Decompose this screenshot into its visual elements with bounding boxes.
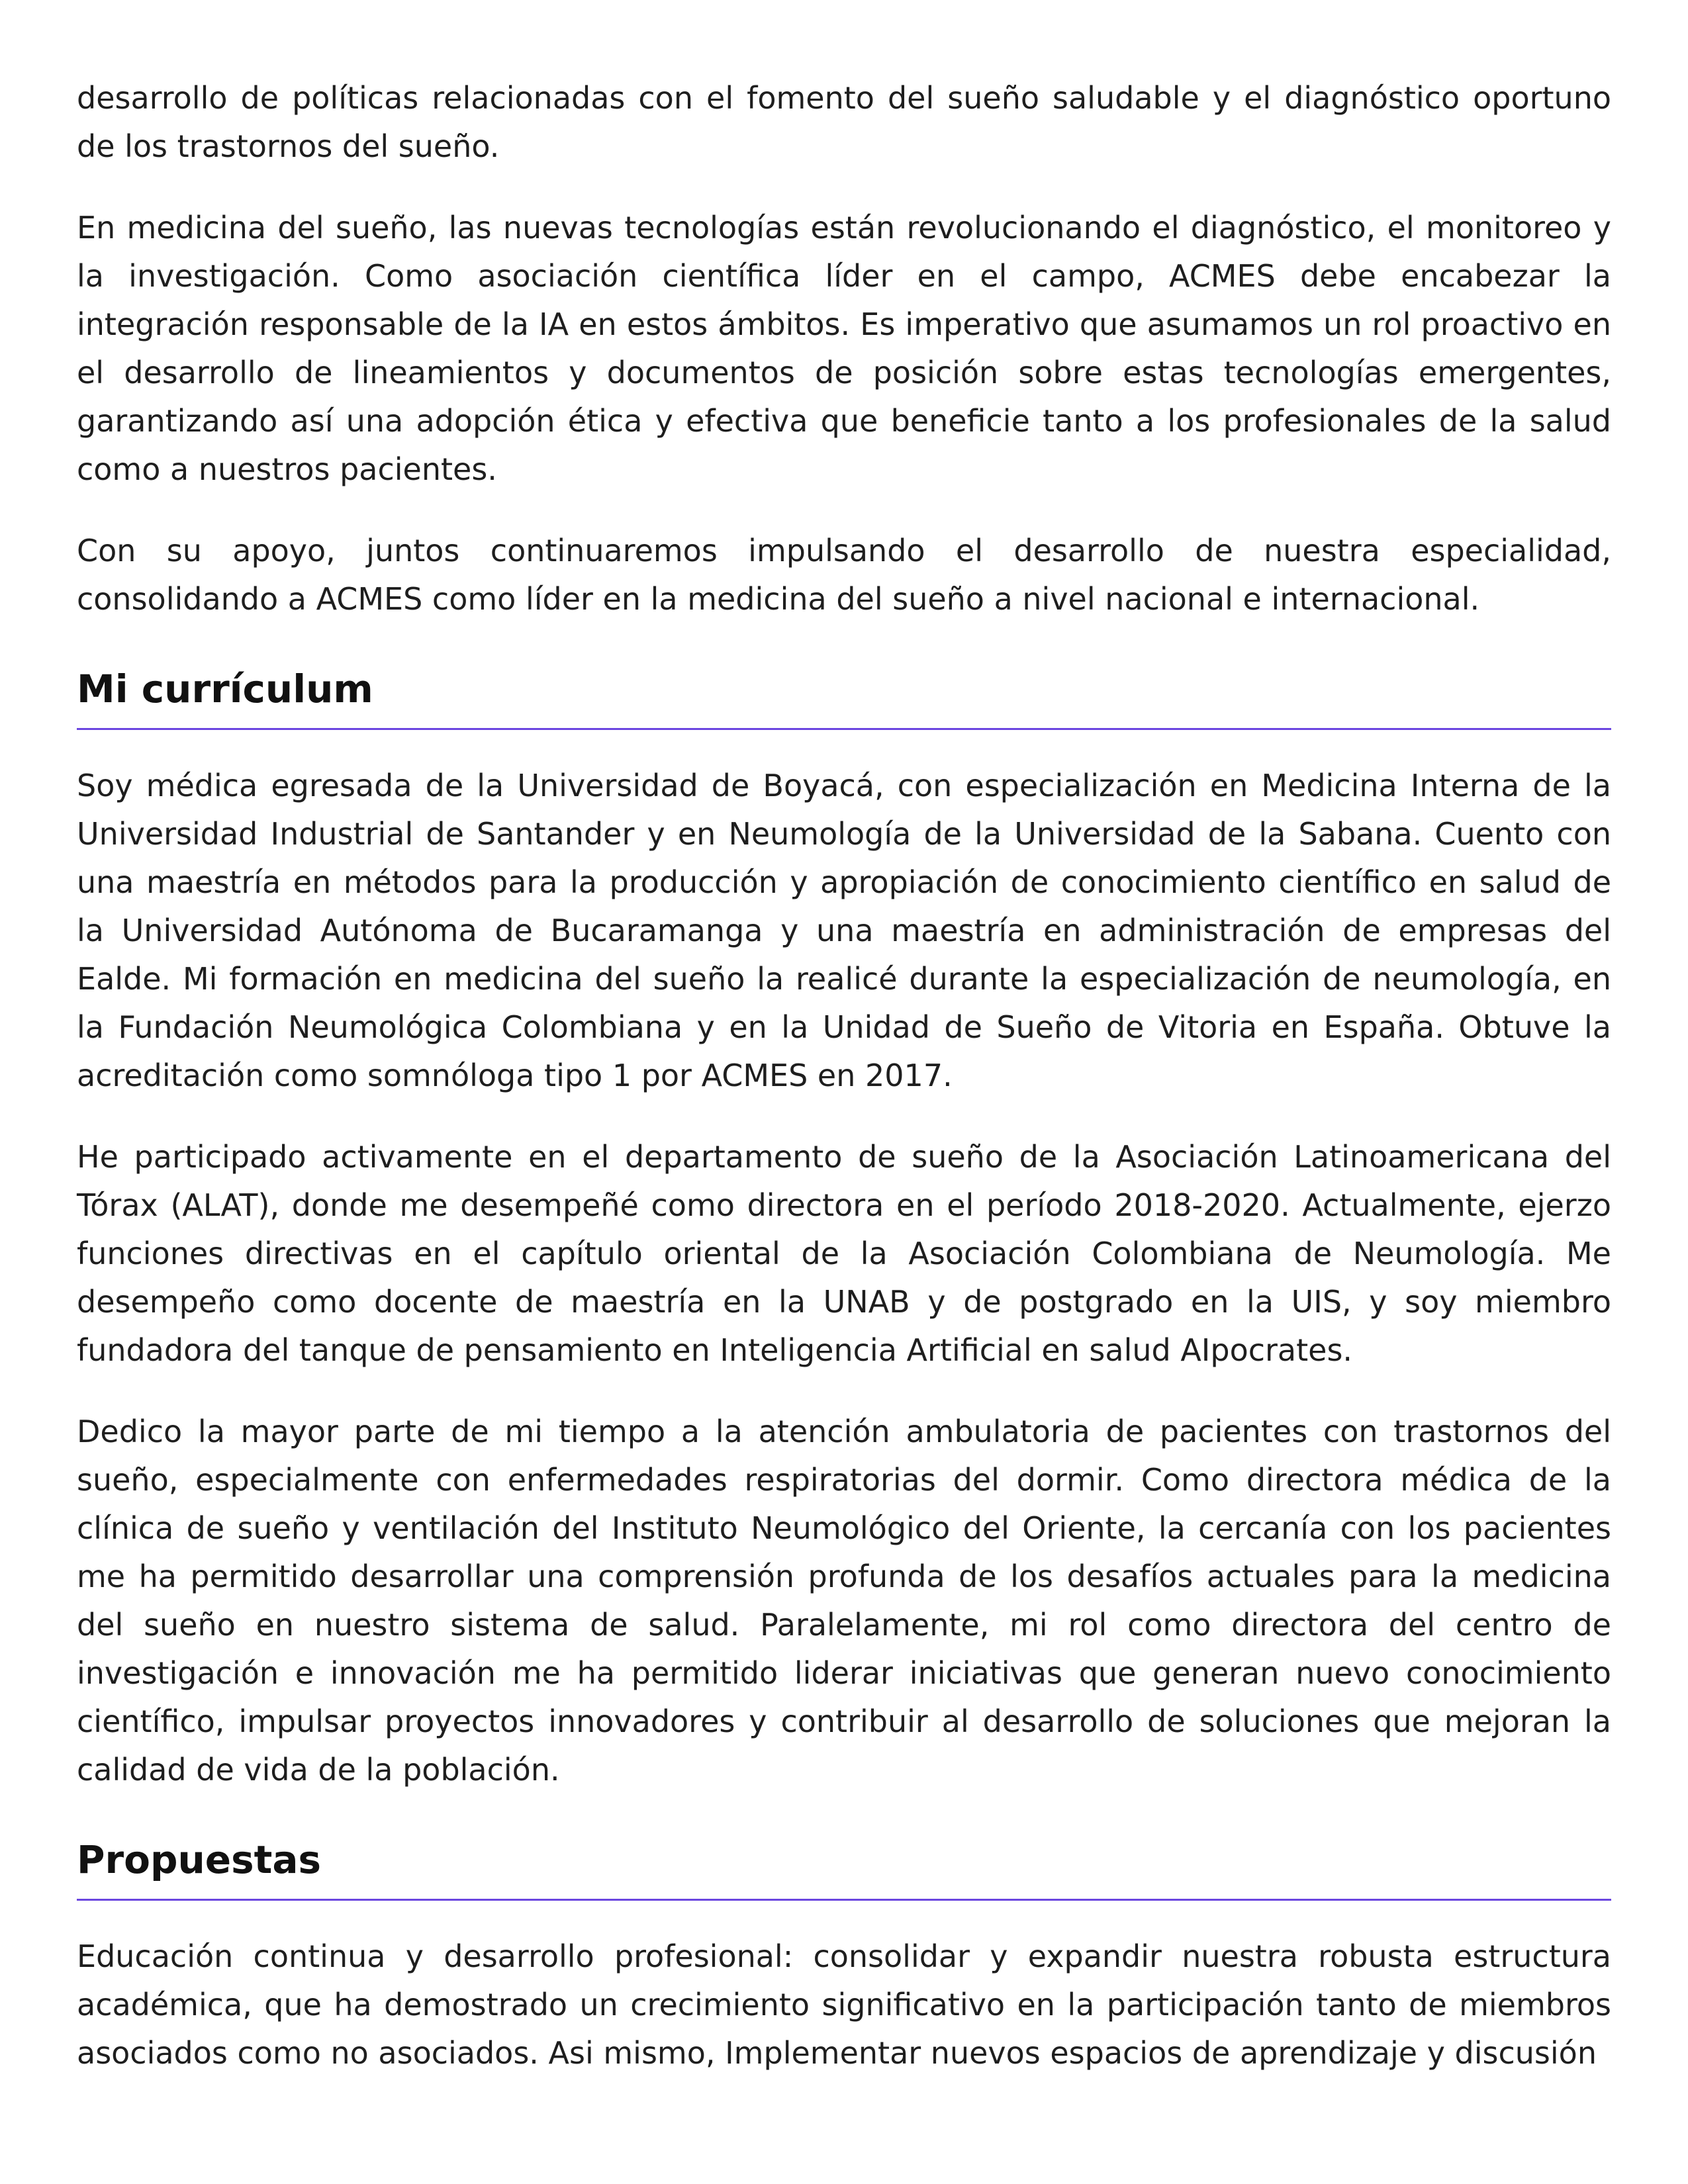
intro-paragraph-1: desarrollo de políticas relacionadas con el fomento del sueño saludable y el diagnóstico oportuno de los trastornos del sueño. [77,80,1611,164]
document-page [77,74,1611,2077]
propuestas-heading: Propuestas [77,1833,1611,1901]
intro-paragraph-2: En medicina del sueño, las nuevas tecnologías están revolucionando el diagnóstico, el monitoreo y la investigación. Como asociación científica líder en el campo, ACMES debe encabezar la integración responsable de la IA en estos ámbitos. Es imperativo que asumamos un rol proactivo en el desarrollo de lineamientos y documentos de posición sobre estas tecnologías emergentes, garantizando así una adopción ética y efectiva que beneficie tanto a los profesionales de la salud como a nuestros pacientes. [77,210,1611,487]
curriculum-paragraph-1: Soy médica egresada de la Universidad de Boyacá, con especialización en Medicina Interna de la Universidad Industrial de Santander y en Neumología de la Universidad de la Sabana. Cuento con una maestría en métodos para la producción y apropiación de conocimiento científico en salud de la Universidad Autónoma de Bucaramanga y una maestría en administración de empresas del Ealde. Mi formación en medicina del sueño la realicé durante la especialización de neumología, en la Fundación Neumológica Colombiana y en la Unidad de Sueño de Vitoria en España. Obtuve la acreditación como somnóloga tipo 1 por ACMES en 2017. [77,768,1611,1093]
curriculum-paragraph-2: He participado activamente en el departamento de sueño de la Asociación Latinoamericana del Tórax (ALAT), donde me desempeñé como directora en el período 2018-2020. Actualmente, ejerzo funciones directivas en el capítulo oriental de la Asociación Colombiana de Neumología. Me desempeño como docente de maestría en la UNAB y de postgrado en la UIS, y soy miembro fundadora del tanque de pensamiento en Inteligencia Artificial en salud AIpocrates. [77,1139,1611,1368]
propuestas-paragraph-1: Educación continua y desarrollo profesional: consolidar y expandir nuestra robusta estructura académica, que ha demostrado un crecimiento significativo en la participación tanto de miembros asociados como no asociados. Asi mismo, Implementar nuevos espacios de aprendizaje y discusión [77,1938,1611,2071]
curriculum-paragraph-3: Dedico la mayor parte de mi tiempo a la atención ambulatoria de pacientes con trastornos del sueño, especialmente con enfermedades respiratorias del dormir. Como directora médica de la clínica de sueño y ventilación del Instituto Neumológico del Oriente, la cercanía con los pacientes me ha permitido desarrollar una comprensión profunda de los desafíos actuales para la medicina del sueño en nuestro sistema de salud. Paralelamente, mi rol como directora del centro de investigación e innovación me ha permitido liderar iniciativas que generan nuevo conocimiento científico, impulsar proyectos innovadores y contribuir al desarrollo de soluciones que mejoran la calidad de vida de la población. [77,1414,1611,1788]
intro-paragraph-3: Con su apoyo, juntos continuaremos impulsando el desarrollo de nuestra especialidad, consolidando a ACMES como líder en la medicina del sueño a nivel nacional e internacional. [77,533,1611,617]
curriculum-heading: Mi currículum [77,662,1611,730]
